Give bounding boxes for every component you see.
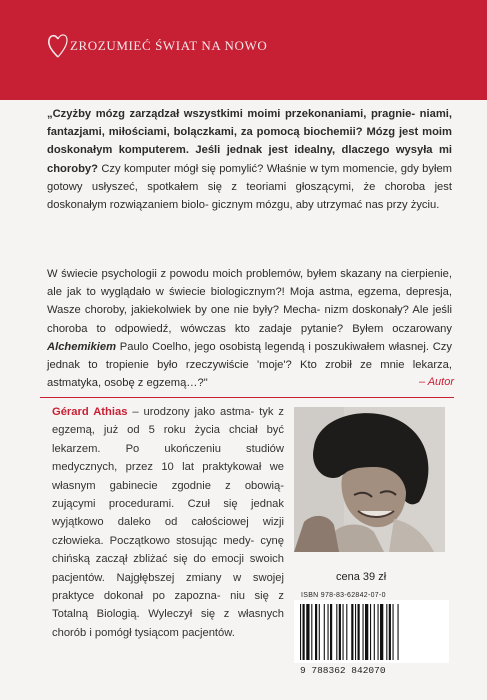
barcode-bar bbox=[311, 604, 312, 660]
text-segment: Mózg jest moim doskonałym komputerem. Jeśli jednak jest idealny, bbox=[47, 126, 452, 157]
barcode-bar bbox=[389, 604, 391, 660]
barcode-bar bbox=[370, 604, 371, 660]
barcode-bar bbox=[306, 604, 309, 660]
text-segment: Właśnie w tym momencie, gdy byłem gotowy usłyszeć, spotkałem się bbox=[47, 162, 452, 193]
text-segment: pytanie? Byłem oczarowany bbox=[300, 322, 453, 335]
barcode-bar bbox=[319, 604, 320, 660]
barcode-bar bbox=[351, 604, 353, 660]
barcode-bar bbox=[343, 604, 344, 660]
barcode-bar bbox=[315, 604, 317, 660]
barcode-bar bbox=[330, 604, 332, 660]
barcode-bar bbox=[355, 604, 356, 660]
blurb-paragraph-1 bbox=[47, 105, 452, 214]
bio-line: w swojej praktyce dokonał po zapozna- bbox=[52, 571, 284, 603]
bio-line: – urodzony jako astma- bbox=[127, 406, 260, 418]
barcode-bar bbox=[380, 604, 383, 660]
header-band bbox=[0, 0, 487, 100]
barcode-bar bbox=[303, 604, 305, 660]
author-name: Gérard Athias bbox=[52, 406, 128, 418]
text-segment: W świecie psychologii z powodu moich problemów, byłem skazany na bbox=[47, 268, 398, 280]
barcode-bar bbox=[339, 604, 341, 660]
blurb-paragraph-2 bbox=[47, 265, 452, 392]
bio-line: medycznych, przez 10 lat praktykował bbox=[52, 461, 270, 474]
text-segment: egzema, depresja, Wasze choroby, jakiekolwiek by one nie były? Mecha- bbox=[47, 286, 453, 317]
text-segment: dlaczego wysyła mi choroby? bbox=[47, 144, 453, 175]
text-segment: nizm doskonały? Ale jeśli choroba to odpowiedź, wówczas kto zadaje bbox=[47, 304, 453, 335]
barcode-bar bbox=[393, 604, 394, 660]
isbn-label: ISBN 978-83-62842-07-0 bbox=[301, 592, 386, 599]
author-bio bbox=[52, 403, 284, 642]
text-segment: Alchemikiem bbox=[47, 340, 117, 353]
barcode-bar bbox=[378, 604, 379, 660]
text-segment: cierpienie, ale jak to wyglądało w świecie biologicznym?! Moja astma, bbox=[47, 268, 452, 299]
bio-line: człowieka. Początkowo stosując medy- bbox=[52, 534, 261, 547]
barcode-bar bbox=[336, 604, 337, 660]
price-label: cena 39 zł bbox=[336, 571, 387, 583]
text-segment: niami, fantazjami, miłościami, bolączkami, za pomocą biochemii? bbox=[47, 108, 452, 139]
bio-line: wyjątkowo daleko od całościowej wizji bbox=[52, 516, 284, 529]
barcode-bar bbox=[324, 604, 325, 660]
text-segment: gicznym mózgu, aby utrzymać nas przy życiu. bbox=[211, 199, 440, 212]
barcode-bar bbox=[365, 604, 368, 660]
divider bbox=[40, 397, 454, 398]
bio-line: być lekarzem. Po ukończeniu studiów bbox=[52, 424, 284, 455]
signature: – Autor bbox=[418, 376, 454, 388]
bio-line: cynę chińską zaczął zbliżać się do emocji bbox=[52, 534, 284, 566]
bio-line: z własnych chorób i pomógł tysiącom bbox=[52, 608, 284, 639]
barcode-bar bbox=[328, 604, 329, 660]
heart-icon bbox=[47, 30, 69, 60]
barcode-bar bbox=[358, 604, 360, 660]
barcode-bar bbox=[346, 604, 347, 660]
text-segment: legendą i poszukiwałem własnej. Czy jednak to tropienie było rzeczywiście bbox=[47, 340, 452, 372]
bio-line: we własnym gabinecie zgodnie z obowią- bbox=[52, 461, 284, 492]
bio-line: tyk z egzemą, już od 5 roku życia chciał bbox=[52, 406, 284, 437]
barcode-bar bbox=[374, 604, 375, 660]
text-segment: Paulo Coelho, jego osobistą bbox=[116, 340, 262, 353]
text-segment: z teoriami głoszącymi, że choroba jest doskonałym rozwiązaniem biolo- bbox=[47, 180, 452, 212]
barcode bbox=[294, 600, 449, 663]
bio-line: zującymi procedurami. Czuł się jednak bbox=[52, 498, 284, 511]
bio-line: pacjentów. bbox=[181, 626, 235, 639]
barcode-bar bbox=[300, 604, 301, 660]
barcode-digits: 9 788362 842070 bbox=[300, 665, 386, 676]
series-title: ZROZUMIEĆ ŚWIAT NA NOWO bbox=[70, 38, 268, 53]
text-segment: „Czyżby mózg zarządzał wszystkimi moimi przekonaniami, pragnie- bbox=[47, 108, 416, 120]
barcode-bar bbox=[398, 604, 399, 660]
bio-line: swoich pacjentów. Najgłębszej zmiany bbox=[52, 553, 284, 584]
barcode-bar bbox=[363, 604, 364, 660]
text-segment: Czy komputer mógł się pomylić? bbox=[97, 162, 264, 175]
barcode-bar bbox=[386, 604, 387, 660]
bio-line: niu się z Totalną Biologią. Wyleczył się bbox=[52, 590, 284, 621]
author-photo bbox=[294, 407, 445, 552]
text-segment: 'moje'? Kto zrobił ze mnie lekarza, astmatyka, osobę z egzemą…?" bbox=[47, 359, 452, 390]
